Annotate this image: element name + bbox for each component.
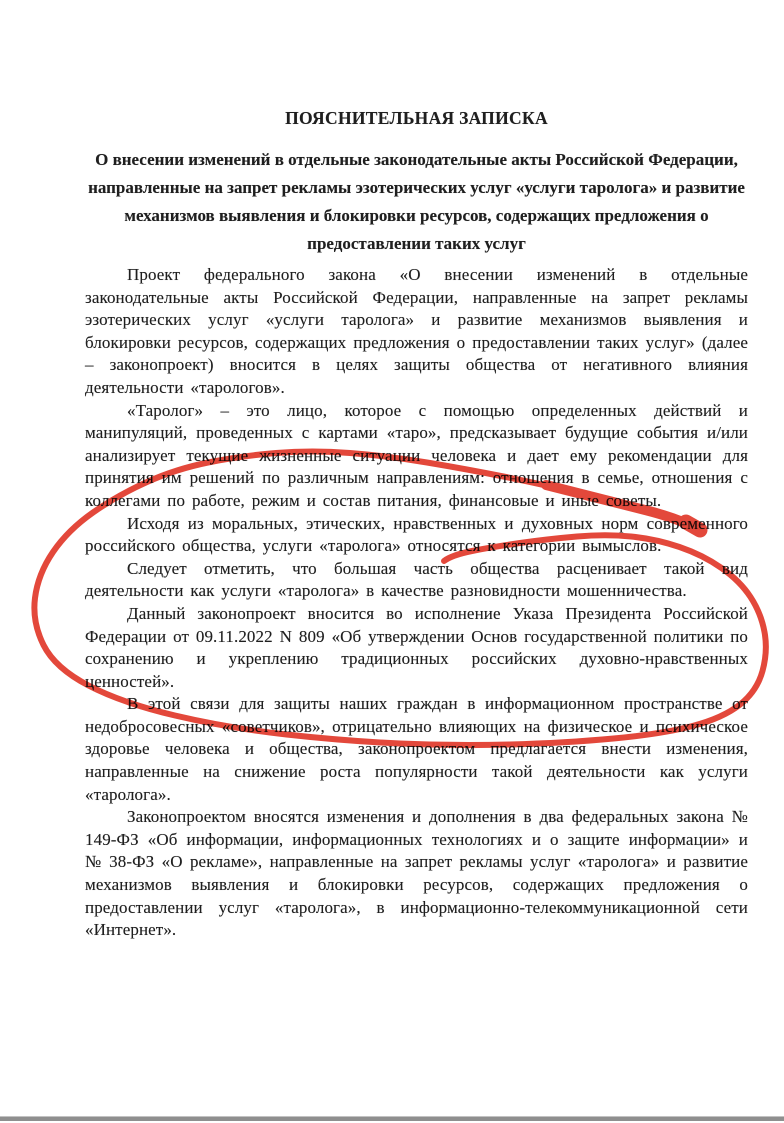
text-column xyxy=(85,106,748,942)
paragraph-2: «Таролог» – это лицо, которое с помощью определенных действий и манипуляций, проведенных с картами «таро», предсказывает будущие события и/или анализирует текущие жизненные ситуации человека и дает ему рекомендации для принятия им решений по различным направлениям: отношения в семье, отношения с коллегами по работе, режим и состав питания, финансовые и иные советы. xyxy=(85,400,748,510)
paragraph-6: В этой связи для защиты наших граждан в информационном пространстве от недобросовесных «советчиков», отрицательно влияющих на физическое и психическое здоровье человека и общества, законопроектом предлагается внести изменения, направленные на снижение роста популярности такой деятельности как услуги «таролога». xyxy=(85,694,748,804)
paragraph-7: Законопроектом вносятся изменения и дополнения в два федеральных закона № 149-ФЗ «Об информации, информационных технологиях и о защите информации» и № 38-ФЗ «О рекламе», направленные на запрет рекламы услуг «таролога» и развитие механизмов выявления и блокировки ресурсов, содержащих предложения о предоставлении услуг «таролога», в информационно-телекоммуникационной сети «Интернет». xyxy=(85,807,748,940)
document-title: ПОЯСНИТЕЛЬНАЯ ЗАПИСКА xyxy=(285,108,548,128)
paragraph-4: Следует отметить, что большая часть общества расценивает такой вид деятельности как услуги «таролога» в качестве разновидности мошенничества. xyxy=(85,558,748,601)
paragraph-5: Данный законопроект вносится во исполнение Указа Президента Российской Федерации от 09.11.2022 N 809 «Об утверждении Основ государственной политики по сохранению и укреплению традиционных российских духовно-нравственных ценностей». xyxy=(85,603,748,691)
paragraph-1: Проект федерального закона «О внесении изменений в отдельные законодательные акты Российской Федерации, направленные на запрет рекламы эзотерических услуг «услуги таролога» и развитие механизмов выявления и блокировки ресурсов, содержащих предложения о предоставлении таких услуг» (далее – законопроект) вносится в целях защиты общества от негативного влияния деятельности «тарологов». xyxy=(85,265,748,397)
paragraph-3: Исходя из моральных, этических, нравственных и духовных норм современного российского общества, услуги «таролога» относятся к категории вымыслов. xyxy=(85,513,748,556)
document-subtitle: О внесении изменений в отдельные законодательные акты Российской Федерации, направленные на запрет рекламы эзотерических услуг «услуги таролога» и развитие механизмов выявления и блокировки ресурсов, содержащих предложения о предоставлении таких услуг xyxy=(88,150,745,253)
page-bottom-edge xyxy=(0,1116,784,1121)
document-body xyxy=(85,264,748,942)
